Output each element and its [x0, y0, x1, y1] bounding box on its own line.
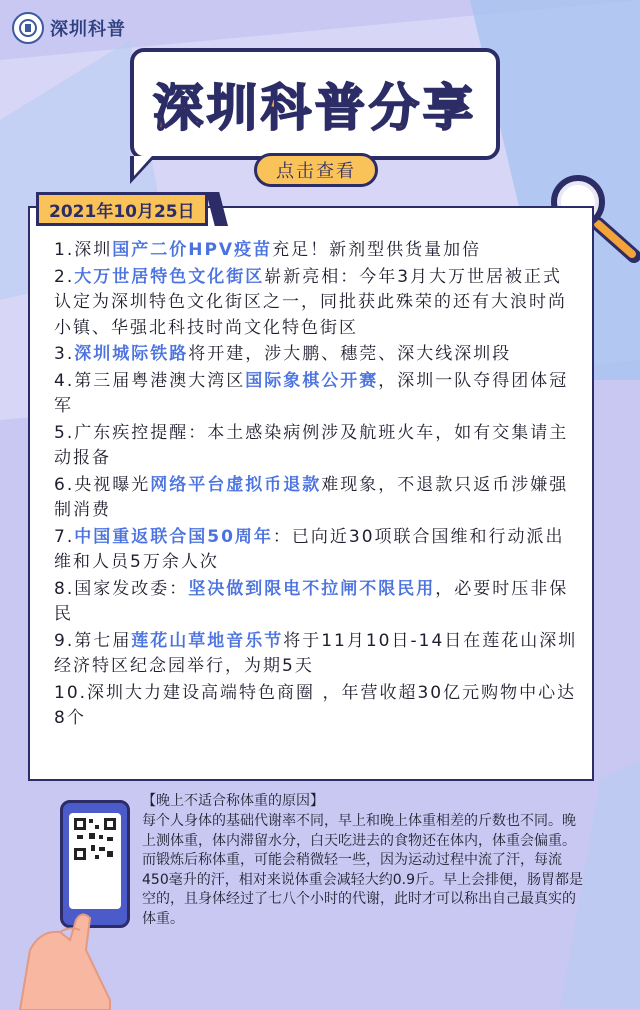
news-item — [54, 577, 580, 628]
news-item-number: 8. — [54, 578, 75, 599]
news-item-number: 9. — [54, 630, 75, 651]
news-item — [54, 369, 580, 420]
news-item-text: 广东疾控提醒：本土感染病例涉及航班火车，如有交集请主动报备 — [54, 422, 569, 468]
news-item-text: 第七届 — [74, 630, 132, 651]
news-item-highlight[interactable]: 中国重返联合国50周年 — [74, 526, 273, 547]
news-item-highlight[interactable]: 坚决做到限电不拉闸不限民用 — [188, 578, 436, 599]
news-item-highlight[interactable]: 国产二价HPV疫苗 — [112, 240, 273, 260]
news-item-number: 2. — [54, 266, 75, 287]
logo-text: 深圳科普 — [50, 19, 126, 40]
news-item-number: 10. — [54, 682, 88, 703]
news-item-number: 1. — [54, 240, 75, 260]
logo — [12, 12, 126, 44]
news-item — [54, 421, 580, 472]
news-item-text: 央视曝光 — [74, 474, 151, 495]
title-banner — [130, 48, 500, 160]
news-item — [54, 473, 580, 524]
news-item-number: 6. — [54, 474, 75, 495]
news-item-text: 难现象，不退款只返币涉嫌强制消费 — [54, 474, 569, 520]
news-item-highlight[interactable]: 莲花山草地音乐节 — [131, 630, 284, 651]
news-item-number: 4. — [54, 370, 75, 391]
news-item-highlight[interactable]: 深圳城际铁路 — [74, 344, 189, 364]
bottom-title: 【晚上不适合称体重的原因】 — [142, 793, 324, 809]
news-item — [54, 681, 580, 732]
news-item-highlight[interactable]: 大万世居特色文化街区 — [74, 266, 265, 287]
view-button[interactable]: 点击查看 — [254, 153, 378, 187]
seal-logo-icon — [12, 12, 44, 44]
news-item-number: 7. — [54, 526, 75, 547]
news-item-highlight[interactable]: 国际象棋公开赛 — [245, 370, 379, 391]
news-item-text: 深圳 — [74, 240, 113, 260]
news-item-text: ：已向近30项联合国维和行动派出维和人员5万余人次 — [54, 526, 565, 572]
news-item-text: 将开建，涉大鹏、穗莞、深大线深圳段 — [188, 344, 512, 364]
qr-code-icon — [73, 817, 117, 861]
news-item — [54, 525, 580, 576]
hand-icon — [0, 860, 150, 1010]
news-item-text: ，深圳一队夺得团体冠军 — [54, 370, 569, 416]
news-item-text: ，必要时压非保民 — [54, 578, 569, 624]
page-title: 深圳科普分享 — [153, 79, 477, 137]
news-item — [54, 629, 580, 680]
date-tag: 2021年10月25日 — [36, 192, 208, 226]
news-item — [54, 238, 580, 264]
news-item — [54, 265, 580, 342]
news-item-text: 将于11月10日-14日在莲花山深圳经济特区纪念园举行，为期5天 — [54, 630, 578, 676]
news-item-text: 国家发改委： — [74, 578, 189, 599]
news-item-highlight[interactable]: 网络平台虚拟币退款 — [150, 474, 322, 495]
news-item-number: 3. — [54, 344, 75, 364]
news-item — [54, 342, 580, 368]
news-item-text: 充足！新剂型供货量加倍 — [272, 240, 482, 260]
news-item-text: 第三届粤港澳大湾区 — [74, 370, 246, 391]
news-list — [54, 238, 580, 733]
bottom-text: 每个人身体的基础代谢率不同，早上和晚上体重相差的斤数也不同。晚上测体重，体内滞留水分，白天吃进去的食物还在体内，体重会偏重。而锻炼后称体重，可能会稍微轻一些，因为运动过程中流了汗，每流450毫升的汗，相对来说体重会减轻大约0.9斤。早上会排便，肠胃都是空的，且身体经过了七八个小时的代谢，此时才可以称出自己最真实的体重。 — [142, 813, 583, 927]
news-item-number: 5. — [54, 422, 75, 443]
bottom-info — [130, 790, 590, 954]
news-item-text: 深圳大力建设高端特色商圈 ，年营收超30亿元购物中心达8个 — [54, 682, 577, 728]
news-item-text: 崭新亮相：今年3月大万世居被正式认定为深圳特色文化街区之一，同批获此殊荣的还有大浪时尚小镇、华强北科技时尚文化特色街区 — [54, 266, 567, 338]
